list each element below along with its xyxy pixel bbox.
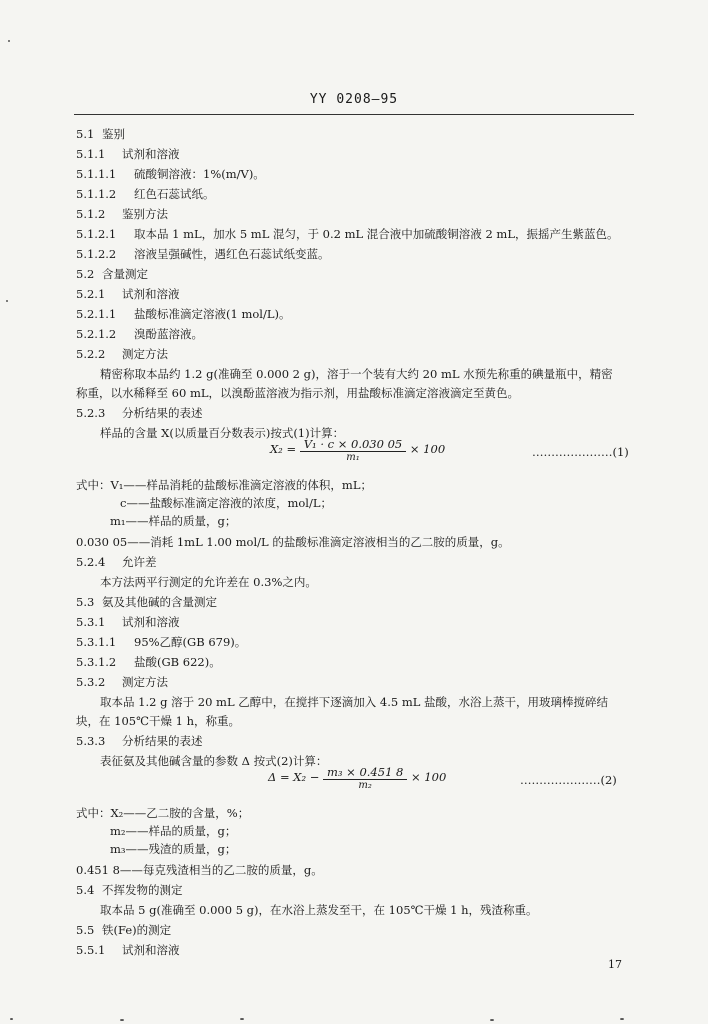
- section-number: 5.4: [76, 883, 95, 897]
- line-text: 分析结果的表述: [122, 734, 203, 748]
- text-line: [100, 903, 538, 917]
- text-line: [110, 824, 236, 838]
- section-number: 5.1.2.1: [76, 227, 117, 241]
- text-line: [76, 386, 519, 400]
- text-line: [76, 535, 510, 549]
- section-number: 5.2.1.1: [76, 307, 117, 321]
- section-number: 5.1.1.1: [76, 167, 117, 181]
- section-number: 5.5: [76, 923, 95, 937]
- line-text: 鉴别: [102, 127, 125, 141]
- section-number: 5.3.3: [76, 734, 106, 748]
- section-line: [76, 127, 125, 141]
- section-line: [76, 267, 148, 281]
- line-text: 分析结果的表述: [122, 406, 203, 420]
- section-number: 5.1.2: [76, 207, 106, 221]
- section-line: [76, 615, 180, 629]
- section-line: [76, 923, 171, 937]
- scan-speck: [10, 1018, 13, 1020]
- line-text: 块，在 105℃干燥 1 h，称重。: [76, 714, 241, 728]
- formula-2-numerator: m₃ × 0.451 8: [323, 765, 407, 780]
- line-text: m₂——样品的质量，g；: [110, 824, 237, 838]
- section-number: 5.5.1: [76, 943, 106, 957]
- section-line: [76, 943, 180, 957]
- section-number: 5.3.2: [76, 675, 106, 689]
- section-line: [76, 406, 203, 420]
- line-text: 硫酸铜溶液：1%(m/V)。: [134, 167, 265, 181]
- section-number: 5.1: [76, 127, 95, 141]
- section-line: [76, 247, 330, 261]
- section-number: 5.2.1: [76, 287, 106, 301]
- formula-1: [270, 437, 445, 463]
- line-text: 溴酚蓝溶液。: [134, 327, 203, 341]
- section-number: 5.2.2: [76, 347, 106, 361]
- text-line: [100, 575, 317, 589]
- line-text: m₃——残渣的质量，g；: [110, 842, 237, 856]
- section-number: 5.1.1.2: [76, 187, 117, 201]
- section-line: [76, 655, 221, 669]
- line-text: 取本品 5 g(准确至 0.000 5 g)，在水浴上蒸发至干，在 105℃干燥 1 h，残渣称重。: [100, 903, 538, 917]
- section-line: [76, 187, 215, 201]
- formula-2-lhs: Δ = X₂ −: [268, 770, 320, 784]
- section-line: [76, 595, 217, 609]
- section-number: 5.3.1: [76, 615, 106, 629]
- scan-speck: [120, 1019, 124, 1021]
- line-text: 式中：V₁——样品消耗的盐酸标准滴定溶液的体积，mL；: [76, 478, 372, 492]
- line-text: c——盐酸标准滴定溶液的浓度，mol/L；: [120, 496, 332, 510]
- section-line: [76, 883, 183, 897]
- formula-2-fraction: [323, 765, 407, 791]
- formula-1-rhs: × 100: [409, 442, 446, 456]
- section-number: 5.3.1.2: [76, 655, 117, 669]
- scan-speck: [8, 40, 10, 42]
- section-line: [76, 167, 265, 181]
- formula-1-numerator: V₁ · c × 0.030 05: [300, 437, 406, 452]
- line-text: 盐酸标准滴定溶液(1 mol/L)。: [134, 307, 291, 321]
- formula-2: [268, 765, 446, 791]
- line-text: m₁——样品的质量，g；: [110, 514, 237, 528]
- line-text: 鉴别方法: [122, 207, 168, 221]
- standard-header: YY 0208—95: [309, 92, 399, 107]
- line-text: 允许差: [122, 555, 157, 569]
- line-text: 不挥发物的测定: [102, 883, 183, 897]
- text-line: [110, 842, 236, 856]
- section-line: [76, 327, 203, 341]
- section-number: 5.3.1.1: [76, 635, 117, 649]
- line-text: 氨及其他碱的含量测定: [102, 595, 217, 609]
- section-number: 5.2.1.2: [76, 327, 117, 341]
- line-text: 试剂和溶液: [122, 287, 180, 301]
- header-rule: [74, 114, 634, 115]
- line-text: 95%乙醇(GB 679)。: [134, 635, 247, 649]
- line-text: 精密称取本品约 1.2 g(准确至 0.000 2 g)，溶于一个装有大约 20 mL 水预先称重的碘量瓶中，精密: [100, 367, 613, 381]
- line-text: 称重，以水稀释至 60 mL，以溴酚蓝溶液为指示剂，用盐酸标准滴定溶液滴定至黄色。: [76, 386, 519, 400]
- line-text: 0.451 8——每克残渣相当的乙二胺的质量，g。: [76, 863, 323, 877]
- section-line: [76, 675, 168, 689]
- line-text: 含量测定: [102, 267, 148, 281]
- line-text: 试剂和溶液: [122, 943, 180, 957]
- line-text: 本方法两平行测定的允许差在 0.3%之内。: [100, 575, 317, 589]
- text-line: [76, 714, 240, 728]
- line-text: 测定方法: [122, 675, 168, 689]
- section-line: [76, 734, 203, 748]
- section-line: [76, 147, 180, 161]
- scan-speck: [620, 1018, 624, 1020]
- line-text: 试剂和溶液: [122, 615, 180, 629]
- text-line: [120, 496, 332, 510]
- formula-2-rhs: × 100: [411, 770, 447, 784]
- line-text: 溶液呈强碱性，遇红色石蕊试纸变蓝。: [134, 247, 330, 261]
- scan-speck: [490, 1019, 494, 1021]
- section-number: 5.2.3: [76, 406, 106, 420]
- scan-speck: [240, 1018, 244, 1020]
- text-line: [110, 514, 236, 528]
- line-text: 试剂和溶液: [122, 147, 180, 161]
- section-line: [76, 635, 246, 649]
- section-line: [76, 227, 618, 241]
- section-line: [76, 555, 157, 569]
- line-text: 样品的含量 X(以质量百分数表示)按式(1)计算：: [100, 426, 345, 440]
- text-line: [76, 478, 372, 492]
- page-number: 17: [608, 958, 622, 971]
- formula-2-denominator: m₂: [358, 780, 372, 791]
- section-number: 5.2.4: [76, 555, 106, 569]
- line-text: 0.030 05——消耗 1mL 1.00 mol/L 的盐酸标准滴定溶液相当的乙二胺的质量，g。: [76, 535, 510, 549]
- section-line: [76, 347, 168, 361]
- section-line: [76, 207, 168, 221]
- line-text: 取本品 1.2 g 溶于 20 mL 乙醇中，在搅拌下逐滴加入 4.5 mL 盐酸，水浴上蒸干，用玻璃棒搅碎结: [100, 695, 609, 709]
- text-line: [76, 806, 249, 820]
- text-line: [76, 863, 323, 877]
- section-number: 5.1.1: [76, 147, 106, 161]
- line-text: 式中：X₂——乙二胺的含量，%；: [76, 806, 250, 820]
- line-text: 表征氨及其他碱含量的参数 Δ 按式(2)计算：: [100, 754, 328, 768]
- text-line: [100, 695, 608, 709]
- formula-1-fraction: [300, 437, 406, 463]
- line-text: 测定方法: [122, 347, 168, 361]
- section-number: 5.3: [76, 595, 95, 609]
- text-line: [100, 367, 613, 381]
- section-line: [76, 287, 180, 301]
- section-number: 5.1.2.2: [76, 247, 117, 261]
- formula-2-number: …………………(2): [520, 773, 617, 787]
- formula-1-denominator: m₁: [346, 452, 360, 463]
- line-text: 盐酸(GB 622)。: [134, 655, 221, 669]
- section-number: 5.2: [76, 267, 95, 281]
- line-text: 铁(Fe)的测定: [102, 923, 172, 937]
- formula-1-lhs: X₂ =: [270, 442, 297, 456]
- scan-speck: [6, 300, 8, 302]
- line-text: 取本品 1 mL，加水 5 mL 混匀，于 0.2 mL 混合液中加硫酸铜溶液 2 mL，振摇产生紫蓝色。: [134, 227, 619, 241]
- section-line: [76, 307, 290, 321]
- line-text: 红色石蕊试纸。: [134, 187, 215, 201]
- formula-1-number: …………………(1): [532, 445, 629, 459]
